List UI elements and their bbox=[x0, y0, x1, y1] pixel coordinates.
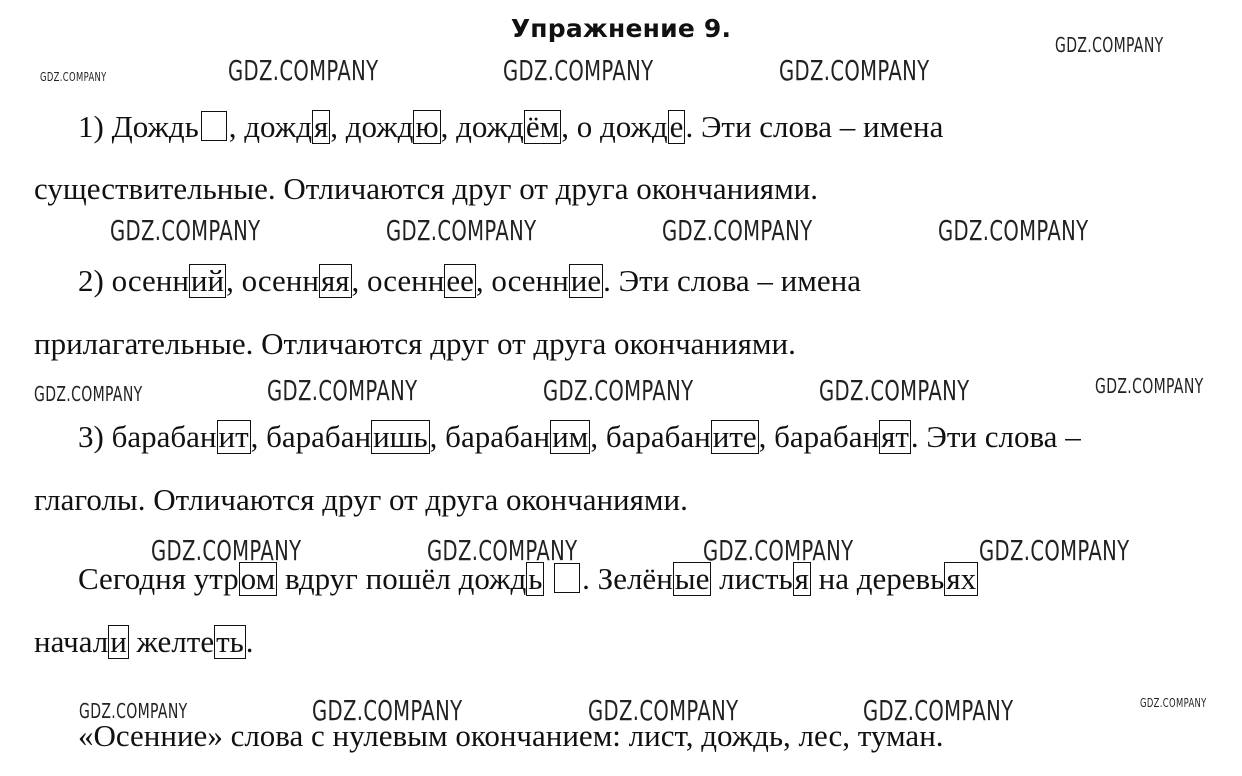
watermark: GDZ.COMPANY bbox=[267, 374, 418, 407]
ending-box: ть bbox=[216, 624, 244, 659]
ending-box: ит bbox=[218, 419, 249, 454]
text-line bbox=[34, 171, 818, 207]
text-fragment: , дожд bbox=[440, 109, 524, 144]
watermark: GDZ.COMPANY bbox=[588, 694, 739, 727]
text-fragment: . Зелён bbox=[582, 561, 673, 596]
watermark: GDZ.COMPANY bbox=[543, 374, 694, 407]
watermark: GDZ.COMPANY bbox=[1095, 374, 1204, 398]
ending-box: ят bbox=[881, 419, 909, 454]
watermark: GDZ.COMPANY bbox=[779, 54, 930, 87]
watermark: GDZ.COMPANY bbox=[938, 214, 1089, 247]
text-fragment: Сегодня утр bbox=[78, 561, 239, 596]
watermark: GDZ.COMPANY bbox=[312, 694, 463, 727]
text-fragment: , о дожд bbox=[561, 109, 668, 144]
watermark: GDZ.COMPANY bbox=[34, 382, 143, 406]
watermark: GDZ.COMPANY bbox=[703, 534, 854, 567]
exercise-title: Упражнение 9. bbox=[510, 14, 732, 43]
ending-box: ее bbox=[446, 263, 474, 298]
ending-box: им bbox=[552, 419, 589, 454]
text-line bbox=[78, 109, 943, 145]
text-fragment: . bbox=[245, 624, 254, 659]
text-fragment: 1) Дождь bbox=[78, 109, 199, 144]
ending-box: ие bbox=[570, 263, 602, 298]
watermark: GDZ.COMPANY bbox=[79, 699, 188, 723]
text-fragment: желте bbox=[128, 624, 215, 659]
watermark: GDZ.COMPANY bbox=[1140, 696, 1207, 710]
text-fragment: . Эти слова – имена bbox=[685, 109, 944, 144]
text-line bbox=[34, 624, 254, 660]
ending-box: ём bbox=[525, 109, 560, 144]
text-fragment: , барабан bbox=[250, 419, 372, 454]
watermark: GDZ.COMPANY bbox=[863, 694, 1014, 727]
text-fragment: прилагательные. Отличаются друг от друга окончаниями. bbox=[34, 326, 796, 361]
ending-box: ые bbox=[674, 561, 710, 596]
text-fragment: «Осенние» слова с нулевым окончанием: лист, дождь, лес, туман. bbox=[78, 718, 944, 753]
watermark: GDZ.COMPANY bbox=[110, 214, 261, 247]
watermark: GDZ.COMPANY bbox=[228, 54, 379, 87]
text-line bbox=[34, 482, 688, 518]
text-fragment: вдруг пошёл дожд bbox=[277, 561, 527, 596]
text-fragment: глаголы. Отличаются друг от друга окончаниями. bbox=[34, 482, 688, 517]
text-fragment: начал bbox=[34, 624, 109, 659]
text-fragment: , дожд bbox=[330, 109, 414, 144]
text-fragment: на деревь bbox=[810, 561, 945, 596]
watermark: GDZ.COMPANY bbox=[40, 70, 107, 84]
watermark: GDZ.COMPANY bbox=[427, 534, 578, 567]
ending-box: ю bbox=[415, 109, 439, 144]
watermark: GDZ.COMPANY bbox=[386, 214, 537, 247]
watermark: GDZ.COMPANY bbox=[503, 54, 654, 87]
ending-box: и bbox=[110, 624, 127, 659]
text-line bbox=[34, 326, 796, 362]
ending-box: ь bbox=[528, 561, 543, 596]
text-fragment: листь bbox=[711, 561, 793, 596]
text-fragment: 2) осенн bbox=[78, 263, 189, 298]
watermark: GDZ.COMPANY bbox=[662, 214, 813, 247]
text-fragment: , осенн bbox=[351, 263, 445, 298]
ending-box: ях bbox=[946, 561, 977, 596]
text-fragment: , осенн bbox=[475, 263, 569, 298]
text-line bbox=[78, 263, 861, 299]
watermark: GDZ.COMPANY bbox=[819, 374, 970, 407]
ending-box: я bbox=[794, 561, 809, 596]
text-fragment: , барабан bbox=[429, 419, 551, 454]
text-line bbox=[78, 419, 1081, 455]
text-fragment: . Эти слова – имена bbox=[603, 263, 861, 298]
text-line bbox=[78, 718, 944, 754]
text-fragment: , дожд bbox=[228, 109, 312, 144]
zero-ending-box bbox=[201, 111, 227, 141]
watermark: GDZ.COMPANY bbox=[151, 534, 302, 567]
text-fragment: , барабан bbox=[758, 419, 880, 454]
zero-ending-box bbox=[554, 563, 580, 593]
text-fragment: . Эти слова – bbox=[910, 419, 1081, 454]
ending-box: ите bbox=[712, 419, 757, 454]
text-fragment: существительные. Отличаются друг от друга окончаниями. bbox=[34, 171, 819, 206]
ending-box: ом bbox=[240, 561, 276, 596]
text-fragment: 3) барабан bbox=[78, 419, 217, 454]
ending-box: я bbox=[313, 109, 329, 144]
ending-box: ишь bbox=[373, 419, 428, 454]
text-fragment: , осенн bbox=[226, 263, 319, 298]
watermark: GDZ.COMPANY bbox=[979, 534, 1130, 567]
watermark: GDZ.COMPANY bbox=[1055, 33, 1164, 57]
text-fragment: , барабан bbox=[590, 419, 711, 454]
ending-box: яя bbox=[320, 263, 350, 298]
ending-box: е bbox=[669, 109, 684, 144]
ending-box: ий bbox=[190, 263, 225, 298]
